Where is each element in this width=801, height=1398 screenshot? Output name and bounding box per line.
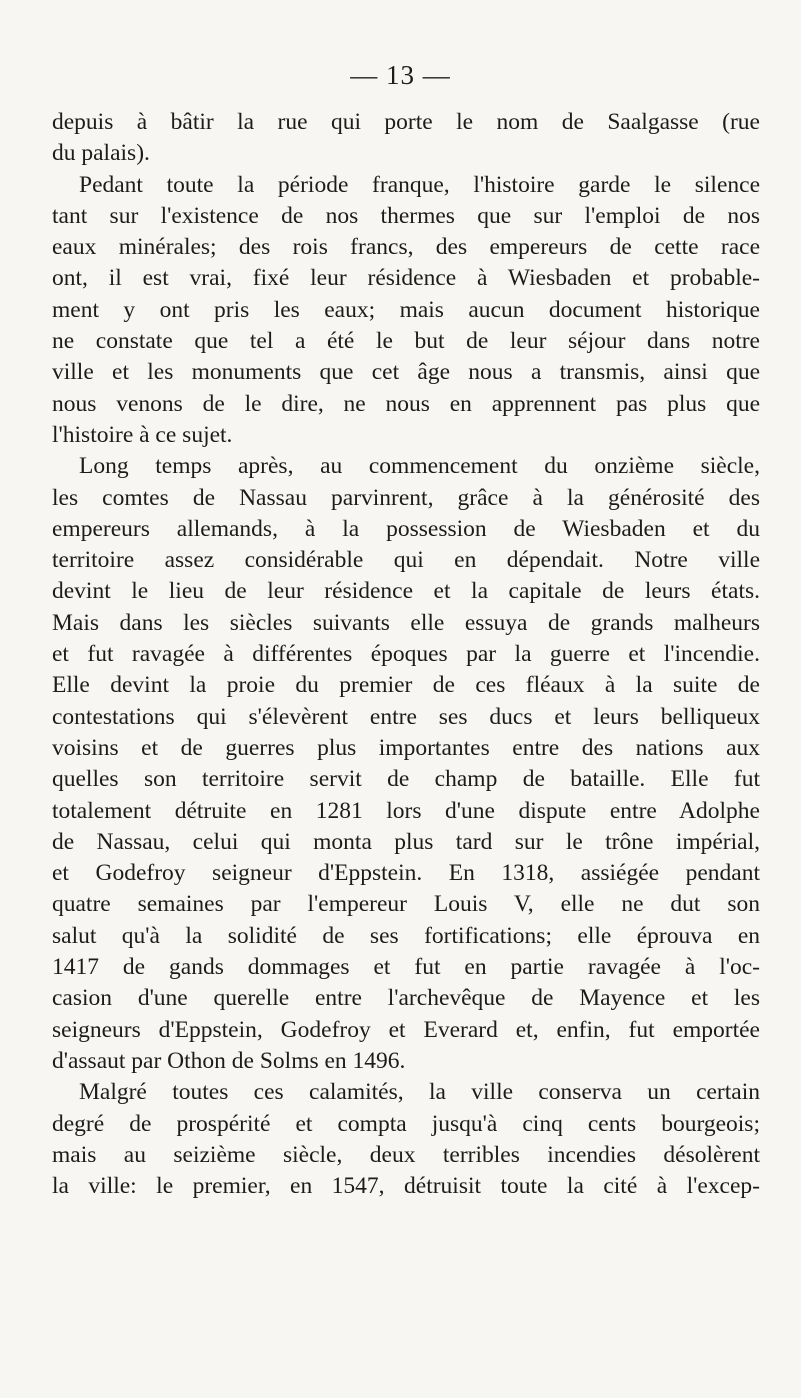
- text-line: l'histoire à ce sujet.: [52, 421, 233, 448]
- text-line: seigneurs d'Eppstein, Godefroy et Everard et, enfin, fut emportée: [52, 1016, 760, 1043]
- text-line: quatre semaines par l'empereur Louis V, elle ne dut son: [52, 891, 760, 918]
- text-line: ont, il est vrai, fixé leur résidence à Wiesbaden et probable-: [52, 265, 760, 292]
- text-line: 1417 de gands dommages et fut en partie ravagée à l'oc-: [52, 954, 760, 981]
- text-line: Long temps après, au commencement du onzième siècle,: [79, 453, 760, 480]
- page-number: — 13 —: [350, 60, 451, 90]
- text-line: depuis à bâtir la rue qui porte le nom de Saalgasse (rue: [52, 109, 760, 135]
- text-line: voisins et de guerres plus importantes entre des nations aux: [52, 734, 760, 761]
- text-line: ne constate que tel a été le but de leur séjour dans notre: [52, 328, 760, 355]
- text-line: Mais dans les siècles suivants elle essuya de grands malheurs: [52, 609, 760, 636]
- text-line: quelles son territoire servit de champ de bataille. Elle fut: [52, 766, 760, 793]
- body-text: [52, 107, 760, 1202]
- text-line: tant sur l'existence de nos thermes que sur l'emploi de nos: [52, 202, 760, 229]
- text-line: la ville: le premier, en 1547, détruisit toute la cité à l'excep-: [52, 1173, 760, 1200]
- text-line: d'assaut par Othon de Solms en 1496.: [52, 1047, 406, 1074]
- text-line: ville et les monuments que cet âge nous a transmis, ainsi que: [52, 359, 760, 386]
- text-line: degré de prospérité et compta jusqu'à cinq cents bourgeois;: [52, 1110, 760, 1137]
- text-line: empereurs allemands, à la possession de Wiesbaden et du: [52, 515, 760, 542]
- text-line: ment y ont pris les eaux; mais aucun document historique: [52, 296, 760, 323]
- text-line: du palais).: [52, 140, 150, 167]
- text-line: Pedant toute la période franque, l'histoire garde le silence: [79, 171, 760, 198]
- text-line: et fut ravagée à différentes époques par la guerre et l'incendie.: [52, 641, 760, 668]
- text-line: totalement détruite en 1281 lors d'une dispute entre Adolphe: [52, 797, 760, 824]
- text-line: Elle devint la proie du premier de ces fléaux à la suite de: [52, 672, 760, 699]
- text-line: eaux minérales; des rois francs, des empereurs de cette race: [52, 234, 760, 261]
- text-line: les comtes de Nassau parvinrent, grâce à la générosité des: [52, 484, 760, 511]
- text-line: contestations qui s'élevèrent entre ses ducs et leurs belliqueux: [52, 703, 760, 730]
- text-line: et Godefroy seigneur d'Eppstein. En 1318, assiégée pendant: [52, 860, 760, 887]
- text-line: mais au seizième siècle, deux terribles incendies désolèrent: [52, 1141, 760, 1168]
- text-line: devint le lieu de leur résidence et la capitale de leurs états.: [52, 578, 760, 605]
- text-line: de Nassau, celui qui monta plus tard sur le trône impérial,: [52, 828, 760, 855]
- text-line: salut qu'à la solidité de ses fortifications; elle éprouva en: [52, 922, 760, 949]
- text-line: nous venons de le dire, ne nous en apprennent pas plus que: [52, 390, 760, 417]
- text-line: Malgré toutes ces calamités, la ville conserva un certain: [79, 1079, 760, 1106]
- text-line: casion d'une querelle entre l'archevêque de Mayence et les: [52, 985, 760, 1012]
- text-line: territoire assez considérable qui en dépendait. Notre ville: [52, 547, 760, 574]
